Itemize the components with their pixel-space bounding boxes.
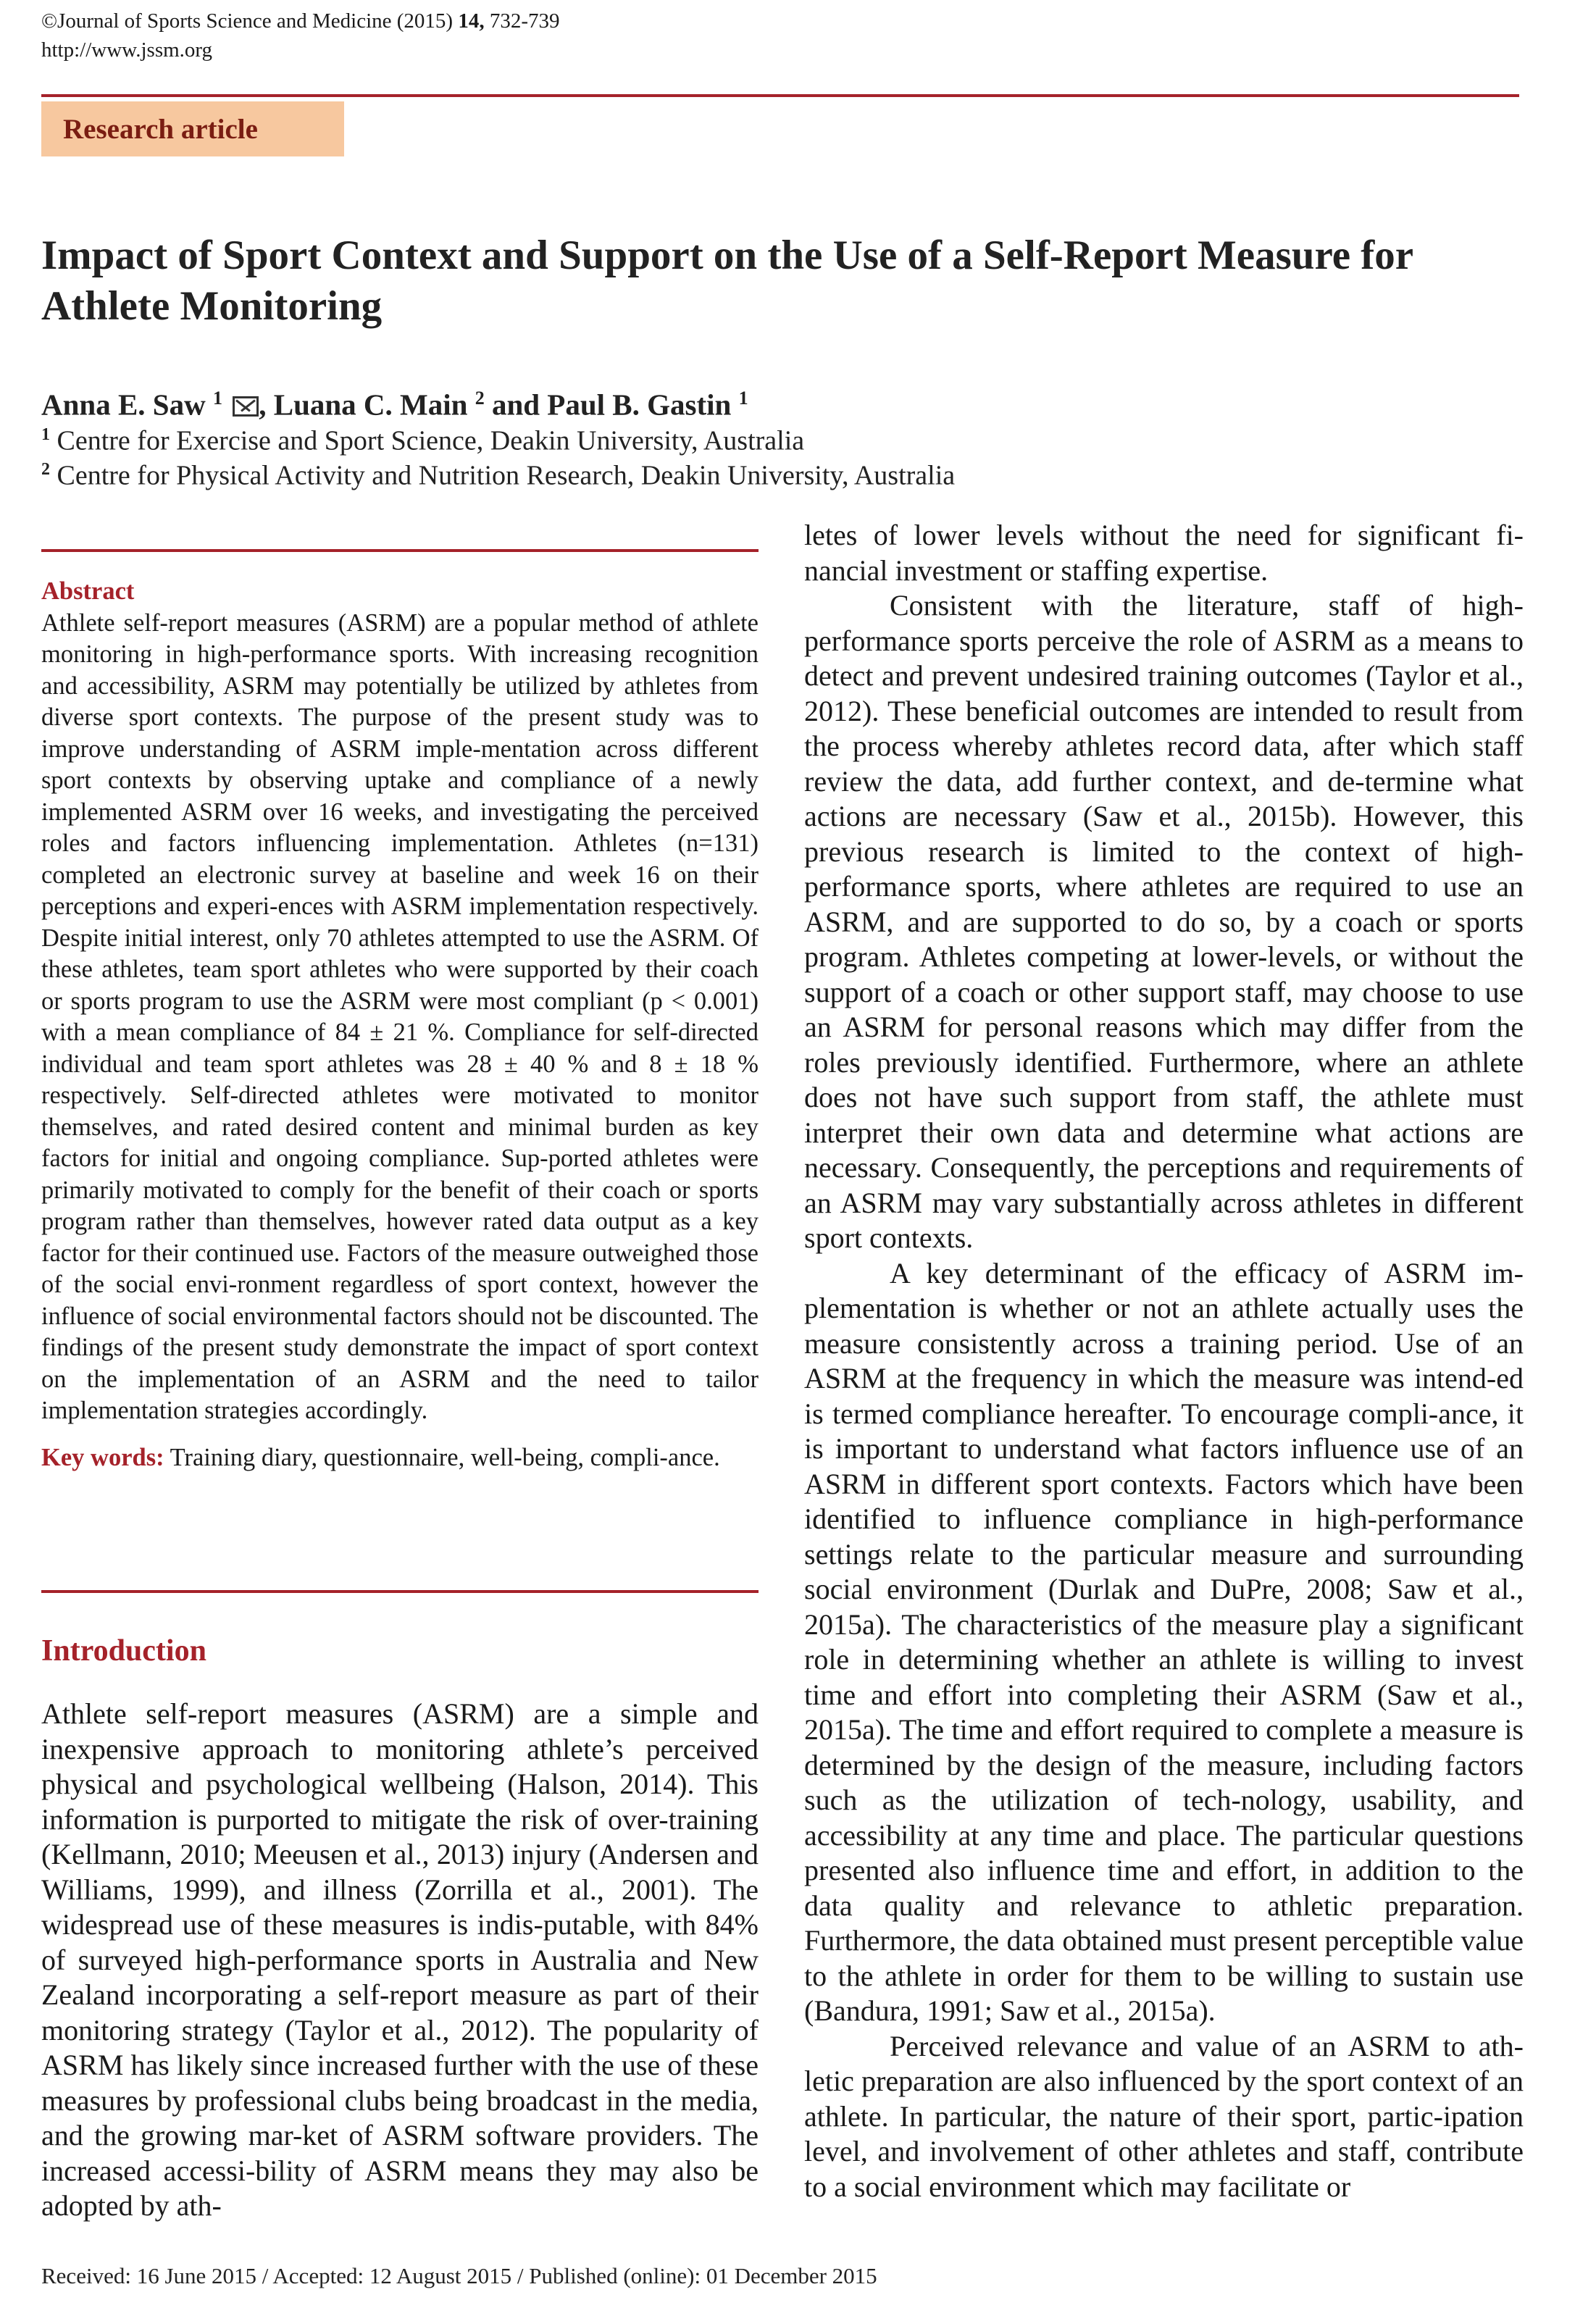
author-affil-sup: 2 — [475, 388, 485, 409]
abstract-top-rule — [41, 549, 759, 552]
author-affil-sup: 1 — [212, 388, 222, 409]
journal-citation-prefix: ©Journal of Sports Science and Medicine (2015) — [41, 9, 459, 33]
journal-pages: 732-739 — [484, 9, 560, 33]
author-name: and Paul B. Gastin — [484, 388, 739, 422]
affiliation-sup: 2 — [41, 460, 50, 479]
abstract-text: Athlete self-report measures (ASRM) are a popular method of athlete monitoring in high-performance sports. With increasing recognition and accessibility, ASRM may potentially be utilized by athletes from diverse sport contexts. The purpose of the present study was to improve understanding of ASRM imple-mentation across different sport contexts by observing uptake and compliance of a newly implemented ASRM over 16 weeks, and investigating the perceived roles and factors influencing implementation. Athletes (n=131) completed an electronic survey at baseline and week 16 on their perceptions and experi-ences with ASRM implementation respectively. Despite initial interest, only 70 athletes attempted to use the ASRM. Of these athletes, team sport athletes who were supported by their coach or sports program to use the ASRM were most compliant (p < 0.001) with a mean compliance of 84 ± 21 %. Compliance for self-directed individual and team sport athletes was 28 ± 40 % and 8 ± 18 % respectively. Self-directed athletes were motivated to monitor themselves, and rated desired content and minimal burden as key factors for initial and ongoing compliance. Sup-ported athletes were primarily motivated to comply for the benefit of their coach or sports program rather than themselves, however rated data output as a key factor for their continued use. Factors of the measure outweighed those of the social envi-ronment regardless of sport context, however the influence of social environmental factors should not be discounted. The findings of the present study demonstrate the impact of sport context on the implementation of an ASRM and the need to tailor implementation strategies accordingly. — [41, 609, 759, 1424]
introduction-heading: Introduction — [41, 1634, 206, 1668]
affiliation-sup: 1 — [41, 425, 50, 444]
author-name: , Luana C. Main — [259, 388, 475, 422]
abstract-heading: Abstract — [41, 577, 135, 605]
affiliation-text: Centre for Exercise and Sport Science, Deakin University, Australia — [50, 425, 805, 456]
article-type-badge: Research article — [41, 101, 344, 156]
publication-dates-footer: Received: 16 June 2015 / Accepted: 12 August 2015 / Published (online): 01 December 2015 — [41, 2263, 877, 2288]
intro-paragraph-1: Athlete self-report measures (ASRM) are a simple and inexpensive approach to monitoring athlete’s perceived physical and psychological wellbeing (Halson, 2014). This information is purported to mitigate the risk of over-training (Kellmann, 2010; Meeusen et al., 2013) injury (Andersen and Williams, 1999), and illness (Zorrilla et al., 2001). The widespread use of these measures is indis-putable, with 84% of surveyed high-performance sports in Australia and New Zealand incorporating a self-report measure as part of their monitoring strategy (Taylor et al., 2012). The popularity of ASRM has likely since increased further with the use of these measures by professional clubs being broadcast in the media, and the growing mar-ket of ASRM software providers. The increased accessi-bility of ASRM means they may also be adopted by ath- — [41, 1697, 759, 2222]
affiliation — [41, 452, 955, 493]
header-rule — [41, 94, 1519, 97]
affiliation-text: Centre for Physical Activity and Nutrition Research, Deakin University, Australia — [50, 460, 956, 491]
journal-volume: 14, — [458, 9, 485, 33]
intro-paragraph-1-continued: letes of lower levels without the need for significant fi-nancial investment or staffing expertise. — [804, 519, 1524, 587]
author-affil-sup: 1 — [738, 388, 748, 409]
journal-citation — [41, 7, 560, 35]
author-name: Anna E. Saw — [41, 388, 213, 422]
abstract-bottom-rule — [41, 1590, 759, 1593]
intro-paragraph-3: A key determinant of the efficacy of ASRM im-plementation is whether or not an athlete actually uses the measure consistently across a training period. Use of an ASRM at the frequency in which the measure was intend-ed is termed compliance hereafter. To encourage compli-ance, it is important to understand what factors influence use of an ASRM in different sport contexts. Factors which have been identified to influence compliance in high-performance settings relate to the particular measure and surrounding social environment (Durlak and DuPre, 2008; Saw et al., 2015a). The characteristics of the measure play a significant role in determining whether an athlete is willing to invest time and effort into completing their ASRM (Saw et al., 2015a). The time and effort required to complete a measure is determined by the design of the measure, including factors such as the utilization of tech-nology, usability, and accessibility at any time and place. The particular questions presented also influence time and effort, in addition to the data quality and relevance to athletic preparation. Furthermore, the data obtained must present perceptible value to the athlete in order for them to be willing to sustain use (Bandura, 1991; Saw et al., 2015a). — [804, 1256, 1524, 2027]
introduction-right-column — [804, 518, 1524, 2204]
abstract-section — [41, 576, 759, 1473]
intro-paragraph-4: Perceived relevance and value of an ASRM to ath-letic preparation are also influenced by the sport context of an athlete. In particular, the nature of their sport, partic-ipation level, and involvement of other athletes and staff, contribute to a social environment which may facilitate or — [804, 2029, 1524, 2203]
keywords-label: Key words: — [41, 1443, 164, 1471]
email-envelope-icon[interactable] — [233, 396, 259, 417]
intro-paragraph-2: Consistent with the literature, staff of high-performance sports perceive the role of ASRM as a means to detect and prevent undesired training outcomes (Taylor et al., 2012). These beneficial outcomes are intended to result from the process whereby athletes record data, after which staff review the data, add further context, and de-termine what actions are necessary (Saw et al., 2015b). However, this previous research is limited to the context of high-performance sports, where athletes are required to use an ASRM, and are supported to do so, by a coach or sports program. Athletes competing at lower-levels, or without the support of a coach or other support staff, may choose to use an ASRM for personal reasons which may differ from the roles previously identified. Furthermore, where an athlete does not have such support from staff, the athlete must interpret their own data and determine what actions are necessary. Consequently, the perceptions and requirements of an ASRM may vary substantially across athletes in different sport contexts. — [804, 589, 1524, 1254]
keywords-text: Training diary, questionnaire, well-being, compli-ance. — [164, 1443, 720, 1471]
introduction-left-column — [41, 1697, 759, 2224]
journal-url[interactable]: http://www.jssm.org — [41, 38, 213, 62]
article-title: Impact of Sport Context and Support on the Use of a Self-Report Measure for Athlete Monitoring — [41, 233, 1413, 329]
keywords — [41, 1442, 759, 1474]
